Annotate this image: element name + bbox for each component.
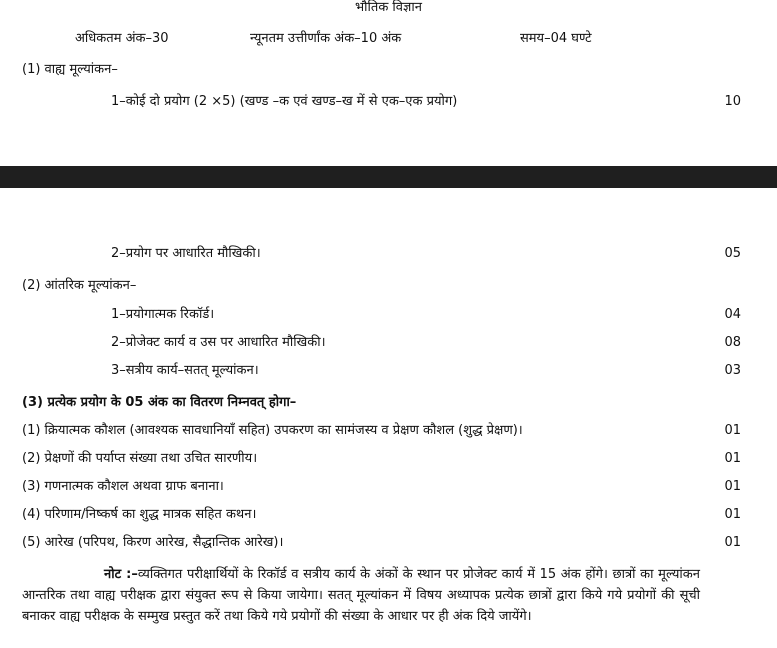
note-text: व्यक्तिगत परीक्षार्थियों के रिकॉर्ड व सत्रीय कार्य के अंकों के स्थान पर प्रोजेक्ट कार्य में 15 अंक होंगे। छात्रों का मूल्यांकन आन्तरिक तथा वाह्य परीक्षक द्वारा संयुक्त रूप से किया जायेगा। सतत् मूल्यांकन में विषय अध्यापक प्रत्येक छात्रों द्वारा किये गये प्रयोगों की सूची बनाकर वाह्य परीक्षक के सम्मुख प्रस्तुत करें तथा किये गये प्रयोगों की संख्या के आधार पर ही अंक दिये जायेंगे।	[22, 567, 700, 624]
distribution-item-text: (3) गणनात्मक कौशल अथवा ग्राफ बनाना।	[22, 479, 224, 494]
internal-item-marks: 04	[724, 307, 741, 322]
note-label: नोट :–	[104, 567, 138, 582]
external-item-marks: 10	[724, 94, 741, 109]
external-item-marks: 05	[724, 246, 741, 261]
note-paragraph	[22, 564, 700, 627]
distribution-item-marks: 01	[724, 507, 741, 522]
external-item-text: 2–प्रयोग पर आधारित मौखिकी।	[111, 246, 261, 261]
distribution-item-marks: 01	[724, 423, 741, 438]
page-divider-band	[0, 166, 777, 188]
internal-heading: (2) आंतरिक मूल्यांकन–	[22, 278, 137, 293]
internal-item-text: 1–प्रयोगात्मक रिकॉर्ड।	[111, 307, 215, 322]
internal-item-text: 3–सत्रीय कार्य–सतत् मूल्यांकन।	[111, 363, 259, 378]
page-title: भौतिक विज्ञान	[355, 0, 422, 15]
distribution-item-marks: 01	[724, 479, 741, 494]
distribution-heading: (3) प्रत्येक प्रयोग के 05 अंक का वितरण निम्नवत् होगा–	[22, 395, 297, 410]
internal-item-text: 2–प्रोजेक्ट कार्य व उस पर आधारित मौखिकी।	[111, 335, 326, 350]
min-pass-marks: न्यूनतम उत्तीर्णांक अंक–10 अंक	[250, 31, 402, 46]
time-duration: समय–04 घण्टे	[520, 31, 592, 46]
distribution-item-text: (2) प्रेक्षणों की पर्याप्त संख्या तथा उचित सारणीय।	[22, 451, 258, 466]
external-heading: (1) वाह्य मूल्यांकन–	[22, 62, 118, 77]
distribution-item-text: (1) क्रियात्मक कौशल (आवश्यक सावधानियाँ सहित) उपकरण का सामंजस्य व प्रेक्षण कौशल (शुद्ध प्रेक्षण)।	[22, 423, 523, 438]
external-item-text: 1–कोई दो प्रयोग (2 ×5) (खण्ड –क एवं खण्ड–ख में से एक–एक प्रयोग)	[111, 94, 458, 109]
internal-item-marks: 08	[724, 335, 741, 350]
distribution-item-marks: 01	[724, 451, 741, 466]
distribution-item-text: (4) परिणाम/निष्कर्ष का शुद्ध मात्रक सहित कथन।	[22, 507, 257, 522]
distribution-item-marks: 01	[724, 535, 741, 550]
internal-item-marks: 03	[724, 363, 741, 378]
max-marks: अधिकतम अंक–30	[75, 31, 169, 46]
distribution-item-text: (5) आरेख (परिपथ, किरण आरेख, सैद्धान्तिक आरेख)।	[22, 535, 284, 550]
